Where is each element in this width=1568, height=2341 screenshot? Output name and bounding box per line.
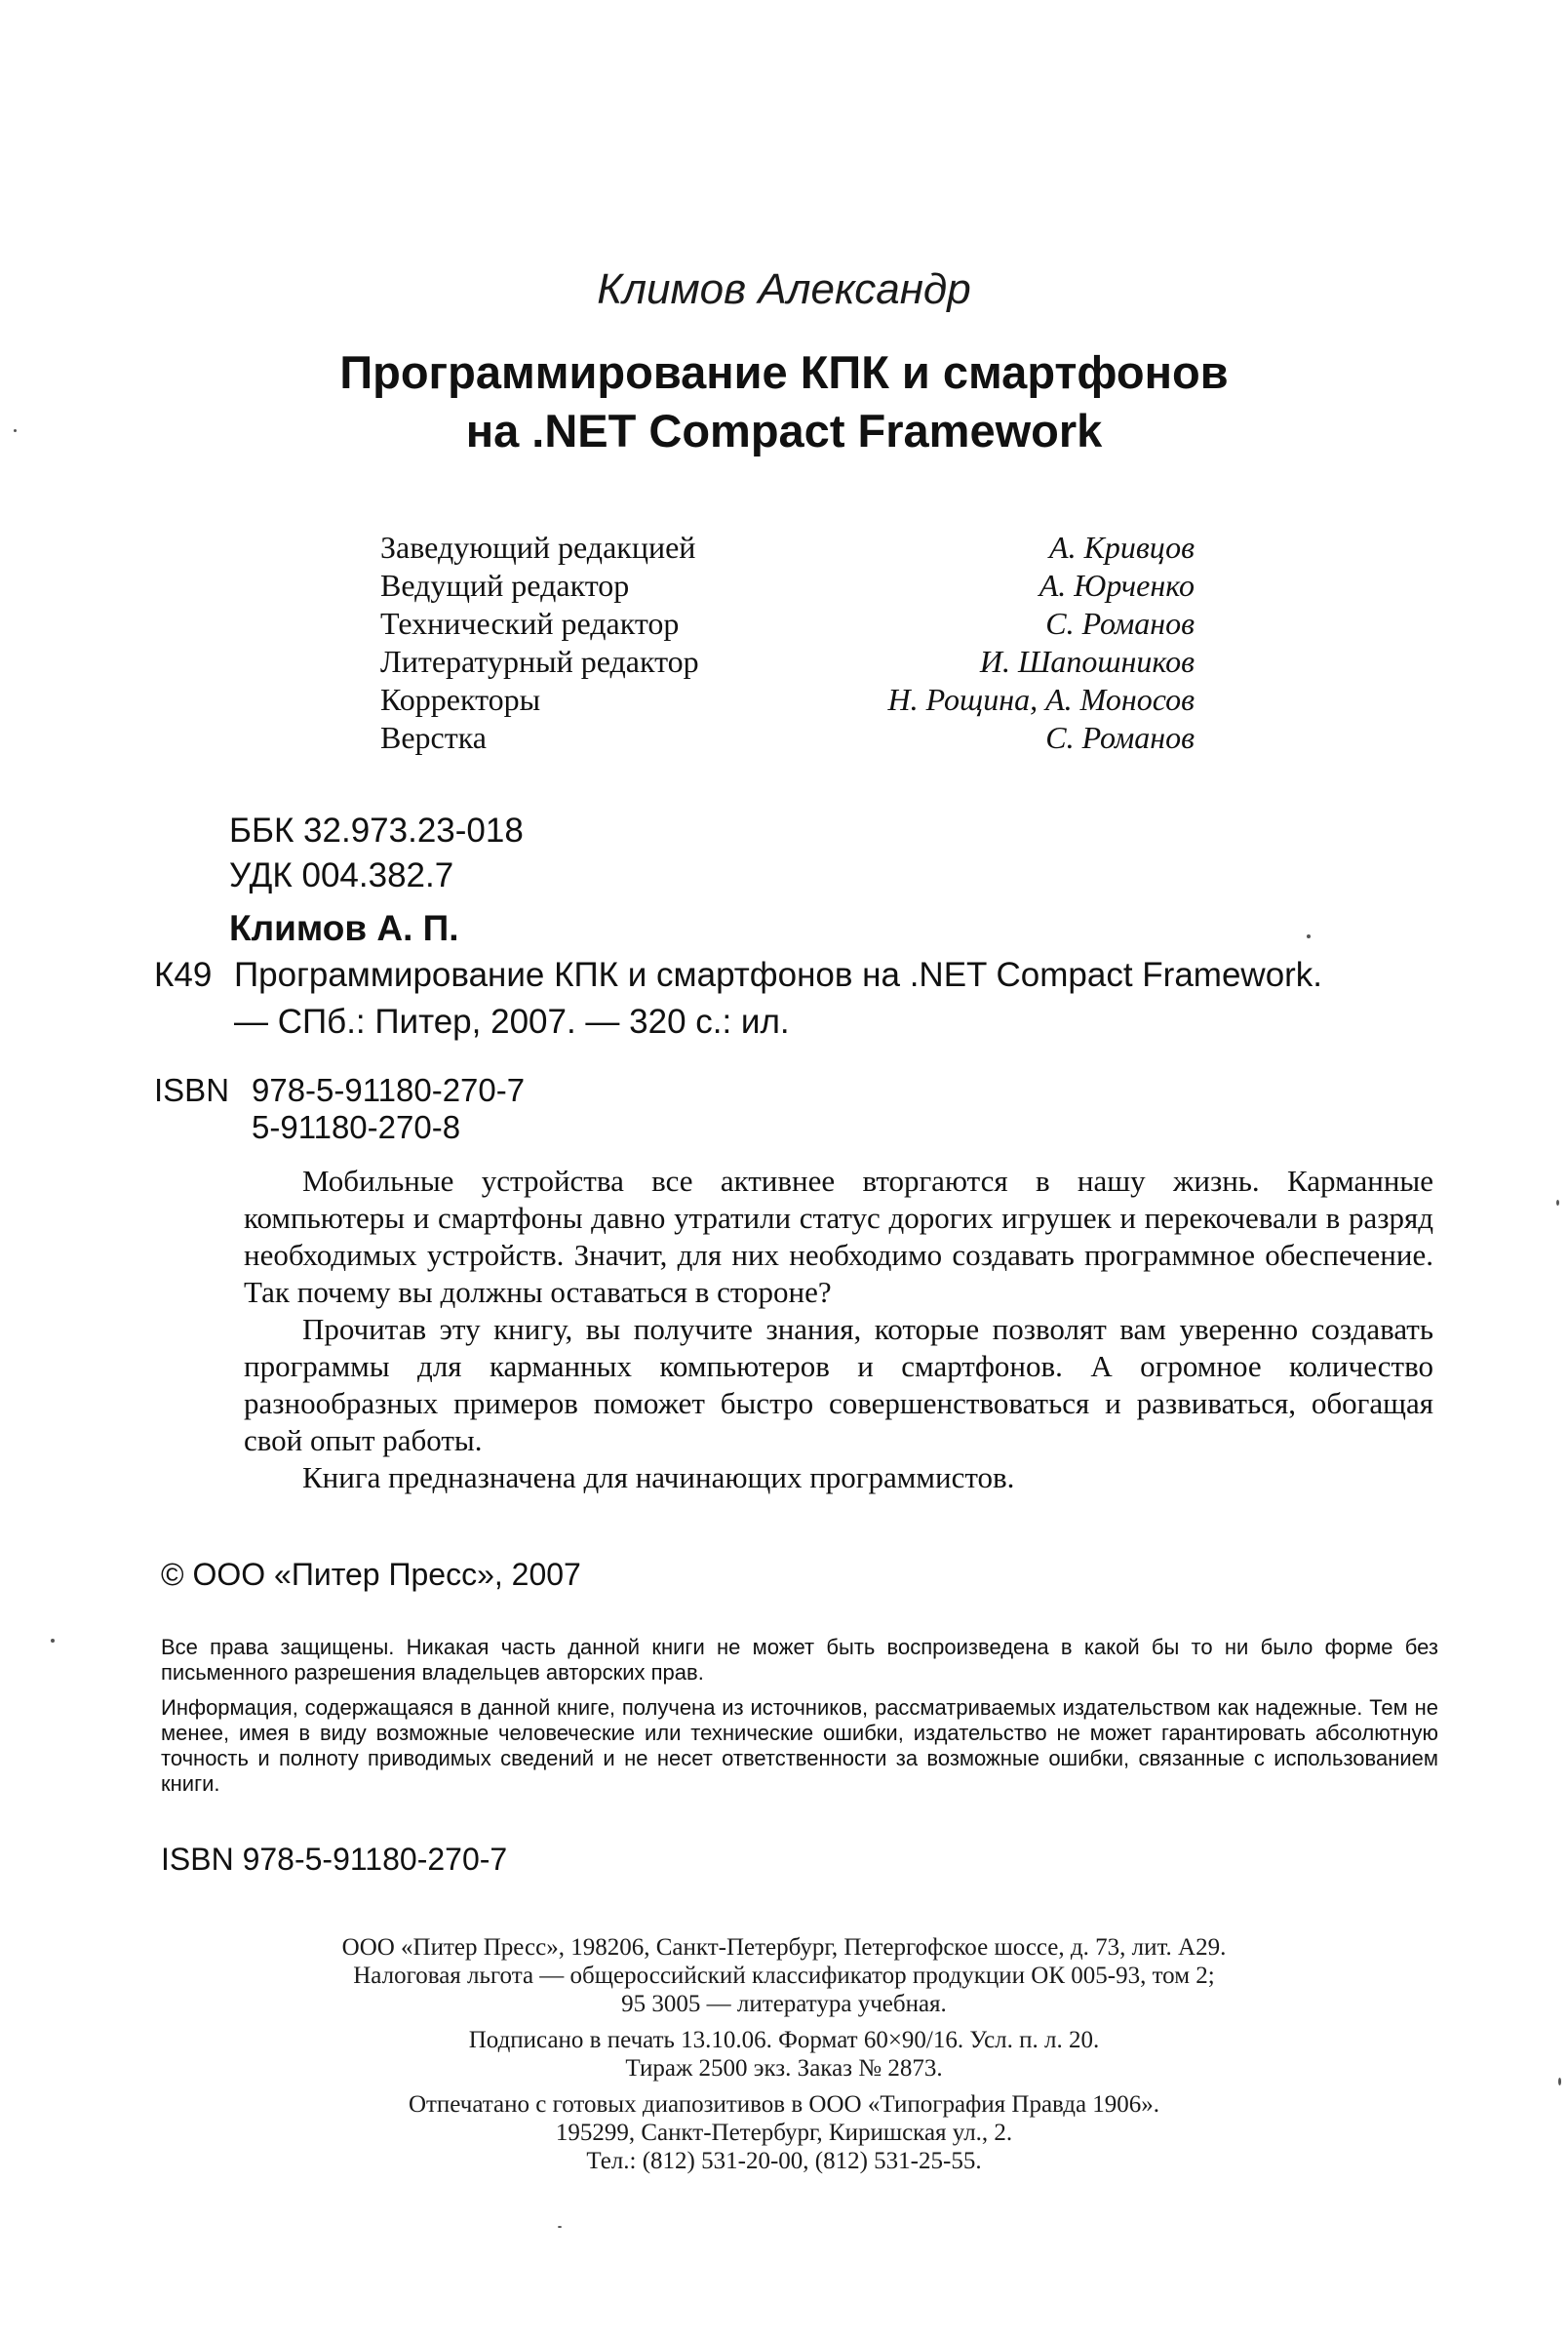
staff-row [380,719,1195,757]
catalog-author: Климов А. П. [229,908,459,948]
catalog-book-title: Программирование КПК и смартфонов на .NET Compact Framework. [234,956,1323,994]
staff-row [380,567,1195,605]
imprint-publisher: ООО «Питер Пресс», 198206, Санкт-Петербург, Петергофское шоссе, д. 73, лит. А29. [341,1934,1227,1961]
staff-row [380,605,1195,643]
isbn-label: ISBN [154,1072,230,1108]
annotation-paragraph: Прочитав эту книгу, вы получите знания, которые позволят вам уверенно создавать программы для карманных компьютеров и смартфонов. А огромное количество разнообразных примеров поможет быстро совершенствоваться и развиваться, обогащая свой опыт работы. [244,1312,1433,1457]
staff-name: А. Кривцов [1049,530,1195,565]
imprint-run: Тираж 2500 экз. Заказ № 2873. [625,2055,943,2082]
staff-role: Корректоры [380,682,541,717]
title-line-2: на .NET Compact Framework [465,405,1103,456]
print-imprint [0,1933,1568,2175]
staff-row [380,529,1195,567]
book-title [0,343,1568,460]
scan-speck [1556,1200,1559,1206]
staff-name: Н. Рощина, А. Моносов [887,682,1195,717]
author-mark-code: К49 [154,956,213,994]
annotation-paragraph: Мобильные устройства все активнее вторгаются в нашу жизнь. Карманные компьютеры и смартфоны давно утратили статус дорогих игрушек и перекочевали в разряд необходимых устройств. Значит, для них необходимо создавать программное обеспечение. Так почему вы должны оставаться в стороне? [244,1164,1433,1309]
udk-code: УДК 004.382.7 [229,856,454,894]
staff-role: Заведующий редакцией [380,530,696,565]
editorial-staff [380,529,1195,757]
staff-row [380,681,1195,719]
staff-name: И. Шапошников [979,644,1195,679]
imprint-tax-line-1: Налоговая льгота — общероссийский классификатор продукции ОК 005-93, том 2; [353,1963,1215,1989]
bbk-code: ББК 32.973.23-018 [229,812,524,850]
staff-role: Литературный редактор [380,644,699,679]
staff-role: Верстка [380,720,487,755]
disclaimer-paragraph: Информация, содержащаяся в данной книге, получена из источников, рассматриваемых издательством как надежные. Тем не менее, имея в виду возможные человеческие или технические ошибки, издательство не может гарантировать абсолютную точность и полноту приводимых сведений и не несет ответственности за возможные ошибки, связанные с использованием книги. [161,1695,1438,1796]
isbn-10: 5-91180-270-8 [252,1109,461,1145]
staff-name: А. Юрченко [1039,568,1195,603]
scan-speck [14,429,17,432]
annotation-paragraph: Книга предназначена для начинающих программистов. [302,1460,1015,1494]
catalog-book-publication: — СПб.: Питер, 2007. — 320 с.: ил. [234,1003,790,1041]
imprint-signed: Подписано в печать 13.10.06. Формат 60×90/16. Усл. п. л. 20. [468,2027,1100,2053]
isbn-13: 978-5-91180-270-7 [252,1072,526,1108]
scan-speck [1307,934,1311,938]
staff-name: С. Романов [1045,720,1195,755]
rights-paragraph: Все права защищены. Никакая часть данной книги не может быть воспроизведена в какой бы то ни было форме без письменного разрешения владельцев авторских прав. [161,1635,1438,1685]
scan-speck [51,1639,55,1643]
staff-role: Ведущий редактор [380,568,630,603]
rights-notice [161,1635,1438,1806]
imprint-printed: Отпечатано с готовых диапозитивов в ООО «Типография Правда 1906». [408,2091,1160,2118]
copyright-notice: © ООО «Питер Пресс», 2007 [161,1557,581,1592]
title-line-1: Программирование КПК и смартфонов [339,346,1229,398]
imprint-tax-line-2: 95 3005 — литература учебная. [621,1991,947,2017]
staff-name: С. Романов [1045,606,1195,641]
staff-role: Технический редактор [380,606,680,641]
book-author: Климов Александр [597,265,971,313]
staff-row [380,643,1195,681]
imprint-address: 195299, Санкт-Петербург, Киришская ул., 2. [555,2120,1013,2146]
isbn-bottom: ISBN 978-5-91180-270-7 [161,1842,508,1877]
annotation [244,1163,1433,1496]
scan-speck [1558,2078,1561,2085]
scan-speck [558,2226,562,2228]
imprint-phone: Тел.: (812) 531-20-00, (812) 531-25-55. [586,2148,982,2174]
